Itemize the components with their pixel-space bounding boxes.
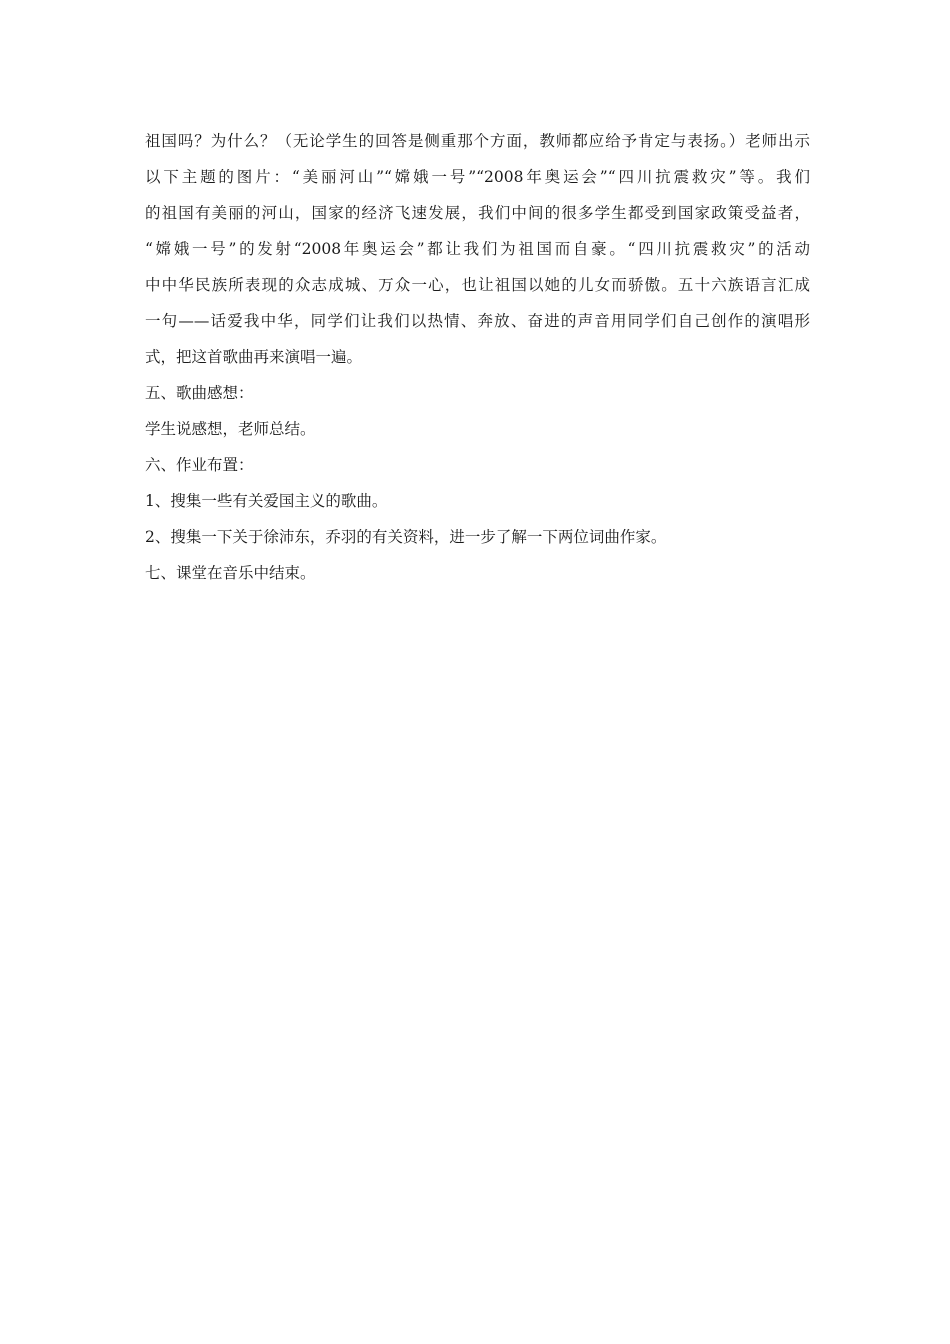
homework-item: 2、搜集一下关于徐沛东，乔羽的有关资料，进一步了解一下两位词曲作家。	[145, 528, 667, 546]
paragraph-line: 一句——话爱我中华，同学们让我们以热情、奔放、奋进的声音用同学们自己创作的演唱形	[145, 312, 810, 330]
document-body	[145, 123, 810, 591]
homework-item: 1、搜集一些有关爱国主义的歌曲。	[145, 492, 388, 510]
paragraph-line: 式，把这首歌曲再来演唱一遍。	[145, 348, 363, 366]
paragraph-line: 的祖国有美丽的河山，国家的经济飞速发展，我们中间的很多学生都受到国家政策受益者，	[145, 204, 810, 222]
section-six-heading: 六、作业布置：	[145, 456, 254, 474]
section-seven-heading: 七、课堂在音乐中结束。	[145, 564, 316, 582]
paragraph-line: “嫦娥一号”的发射“2008年奥运会”都让我们为祖国而自豪。“四川抗震救灾”的活动	[145, 240, 810, 258]
paragraph-line: 中中华民族所表现的众志成城、万众一心，也让祖国以她的儿女而骄傲。五十六族语言汇成	[145, 276, 810, 294]
paragraph-line: 祖国吗？为什么？（无论学生的回答是侧重那个方面，教师都应给予肯定与表扬。）老师出示	[145, 132, 810, 150]
section-five-body: 学生说感想，老师总结。	[145, 420, 316, 438]
section-five-heading: 五、歌曲感想：	[145, 384, 254, 402]
paragraph-line: 以下主题的图片：“美丽河山”“嫦娥一号”“2008年奥运会”“四川抗震救灾”等。我们	[145, 168, 810, 186]
